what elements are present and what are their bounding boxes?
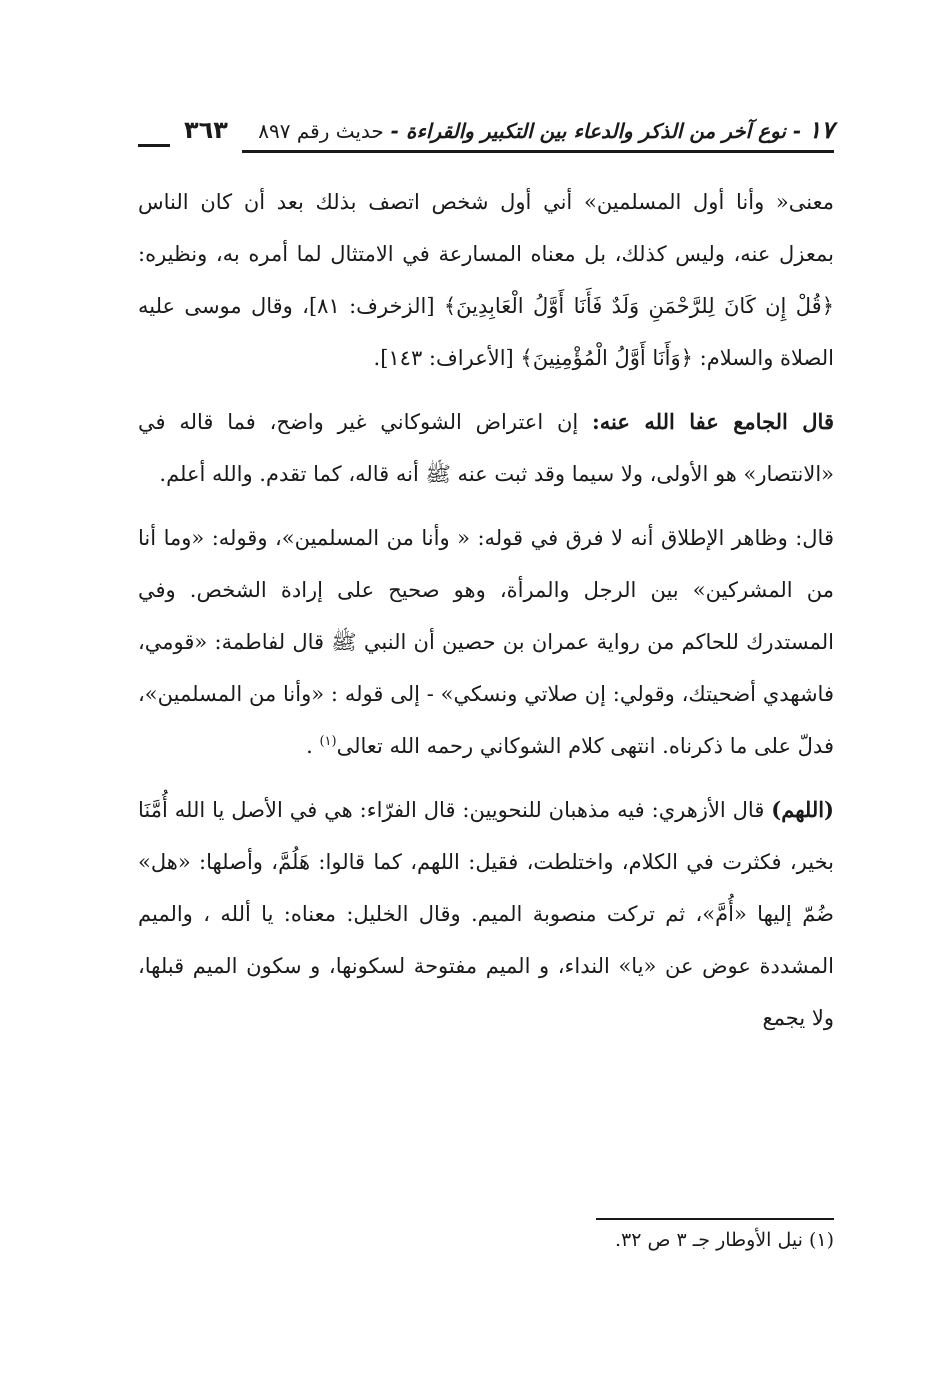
main-text: [138, 176, 834, 1056]
paragraph-4: [138, 784, 834, 1044]
page-number: ٣٦٣: [184, 116, 228, 144]
paragraph-3-text: قال: وظاهر الإطلاق أنه لا فرق في قوله: « وأنا من المسلمين»، وقوله: «وما أنا من المشركين» بين الرجل والمرأة، وهو صحيح على إرادة الشخص. وفي المستدرك للحاكم من رواية عمران بن حصين أن النبي ﷺ قال لفاطمة: «قومي، فاشهدي أضحيتك، وقولي: إن صلاتي ونسكي» - إلى قوله : «وأنا من المسلمين»، فدلّ على ما ذكرناه. انتهى كلام الشوكاني رحمه الله تعالى: [138, 526, 834, 758]
paragraph-2: [138, 396, 834, 500]
paragraph-1: معنى« وأنا أول المسلمين» أني أول شخص اتصف بذلك بعد أن كان الناس بمعزل عنه، وليس كذلك، بل معناه المسارعة في الامتثال لما أمره به، ونظيره: ﴿قُلْ إِن كَانَ لِلرَّحْمَنِ وَلَدٌ فَأَنَا أَوَّلُ الْعَابِدِينَ﴾ [الزخرف: ٨١]، وقال موسى عليه الصلاة والسلام: ﴿وَأَنَا أَوَّلُ الْمُؤْمِنِينَ﴾ [الأعراف: ١٤٣].: [138, 190, 834, 370]
compiler-remark-label: قال الجامع عفا الله عنه:: [592, 409, 834, 434]
chapter-heading: [258, 116, 834, 144]
paragraph-3: [138, 512, 834, 772]
chapter-title: - نوع آخر من الذكر والدعاء بين التكبير والقراءة -: [383, 119, 809, 143]
paragraph-4-text: قال الأزهري: فيه مذهبان للنحويين: قال الفرّاء: هي في الأصل يا الله أُمَّنَا بخير، فكثرت في الكلام، واختلطت، فقيل: اللهم، كما قالوا: هَلُمَّ، وأصلها: «هل» ضُمّ إليها «أُمَّ»، ثم تركت منصوبة الميم. وقال الخليل: معناه: يا ألله ، والميم المشددة عوض عن «يا» النداء، و الميم مفتوحة لسكونها، و سكون الميم قبلها، ولا يجمع: [138, 798, 834, 1030]
footnote: (١) نيل الأوطار جـ ٣ ص ٣٢.: [614, 1229, 834, 1251]
footnote-rule: [596, 1218, 834, 1220]
chapter-number: ١٧: [808, 116, 834, 144]
footnote-reference[interactable]: (١): [319, 734, 337, 749]
hadith-number: حديث رقم ٨٩٧: [258, 119, 384, 143]
header-rule: [242, 150, 834, 153]
paragraph-2-text: إن اعتراض الشوكاني غير واضح، فما قاله في «الانتصار» هو الأولى، ولا سيما وقد ثبت عنه ﷺ أنه قاله، كما تقدم. والله أعلم.: [138, 410, 834, 486]
page-number-dash: [138, 144, 170, 147]
running-header: [138, 112, 834, 152]
paragraph-3-end: .: [306, 734, 320, 758]
allahumma-heading: (اللهم): [771, 797, 834, 822]
